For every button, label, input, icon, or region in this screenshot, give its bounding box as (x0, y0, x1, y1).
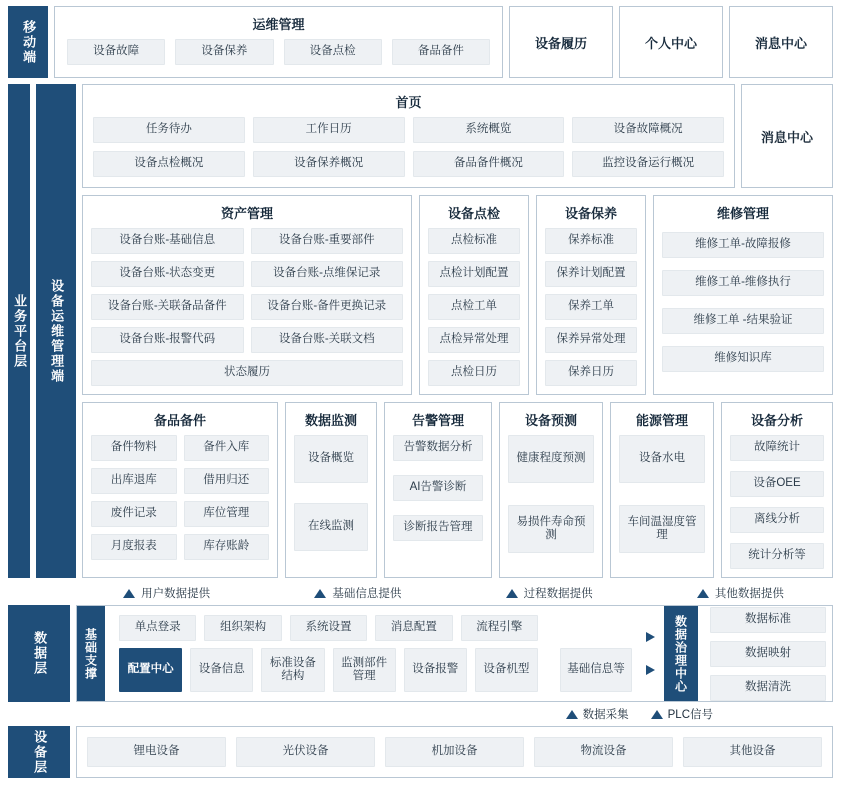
business-layer-label-text: 业务平台层 (12, 293, 28, 369)
chip-maintenance-calendar[interactable]: 保养日历 (545, 360, 637, 386)
mobile-section (8, 6, 833, 78)
governance-center-label (664, 606, 698, 701)
chip-repair-fault-report[interactable]: 维修工单-故障报修 (662, 232, 824, 258)
chip-basic-info-etc[interactable]: 基础信息等 (560, 648, 632, 692)
chip-inspection-work-order[interactable]: 点检工单 (428, 294, 520, 320)
chip-inspection-calendar[interactable]: 点检日历 (428, 360, 520, 386)
chip-spare-borrow-return[interactable]: 借用归还 (184, 468, 270, 494)
arrow-right-icon (646, 665, 655, 675)
panel-message-center-web[interactable]: 消息中心 (741, 84, 833, 188)
chip-repair-verification[interactable]: 维修工单 -结果验证 (662, 308, 824, 334)
panel-monitoring-title: 数据监测 (304, 413, 357, 428)
module-row-2 (82, 195, 833, 395)
panel-alarm-management (384, 402, 492, 578)
chip-other-equipment[interactable]: 其他设备 (683, 737, 822, 767)
chip-org-structure[interactable]: 组织架构 (204, 615, 281, 641)
chip-device-run-monitor-overview[interactable]: 监控设备运行概况 (572, 151, 724, 177)
arrow-up-icon (697, 589, 709, 598)
chip-pv-equipment[interactable]: 光伏设备 (236, 737, 375, 767)
panel-home-title: 首页 (395, 95, 422, 110)
chip-data-mapping[interactable]: 数据映射 (710, 641, 826, 667)
chip-spare-monthly-report[interactable]: 月度报表 (91, 534, 177, 560)
chip-workshop-temp-humidity[interactable]: 车间温湿度管理 (619, 505, 705, 553)
chip-asset-alarm-code[interactable]: 设备台账-报警代码 (91, 327, 244, 353)
chip-asset-basic-info[interactable]: 设备台账-基础信息 (91, 228, 244, 254)
panel-personal-center[interactable]: 个人中心 (619, 6, 723, 78)
base-support-label-text: 基础支撑 (83, 627, 98, 680)
device-layer-label-text: 设备层 (32, 729, 48, 775)
chip-health-prediction[interactable]: 健康程度预测 (508, 435, 594, 483)
chip-maintenance-exception[interactable]: 保养异常处理 (545, 327, 637, 353)
chip-alarm-data-analysis[interactable]: 告警数据分析 (393, 435, 483, 461)
governance-items (704, 606, 832, 701)
panel-inspection-title: 设备点检 (447, 206, 500, 221)
chip-online-monitoring[interactable]: 在线监测 (294, 503, 368, 551)
chip-maintenance-work-order[interactable]: 保养工单 (545, 294, 637, 320)
device-layer-section (8, 726, 833, 778)
data-layer-label (8, 605, 70, 702)
chip-fault-statistics[interactable]: 故障统计 (730, 435, 824, 461)
mobile-layer-label-text: 移动端 (21, 19, 37, 65)
arrow-process-data-label: 过程数据提供 (523, 588, 593, 600)
chip-machining-equipment[interactable]: 机加设备 (385, 737, 524, 767)
chip-asset-related-spares[interactable]: 设备台账-关联备品备件 (91, 294, 244, 320)
chip-spare-inbound[interactable]: 备件入库 (184, 435, 270, 461)
chip-device-alarm[interactable]: 设备报警 (404, 648, 467, 692)
chip-diagnosis-report-mgmt[interactable]: 诊断报告管理 (393, 515, 483, 541)
arrow-other-data (648, 585, 833, 601)
data-layer-modules (111, 606, 546, 701)
panel-device-inspection (419, 195, 529, 395)
chip-ai-alarm-diagnosis[interactable]: AI告警诊断 (393, 475, 483, 501)
governance-arrows (642, 606, 658, 701)
chip-sso[interactable]: 单点登录 (119, 615, 196, 641)
data-layer-section (8, 605, 833, 702)
panel-device-maintenance (536, 195, 646, 395)
chip-inspection-standard[interactable]: 点检标准 (428, 228, 520, 254)
panel-asset-management (82, 195, 412, 395)
panel-asset-title: 资产管理 (220, 206, 273, 221)
panel-maintenance-title: 设备保养 (564, 206, 617, 221)
panel-energy-management (610, 402, 714, 578)
chip-system-settings[interactable]: 系统设置 (290, 615, 367, 641)
chip-repair-knowledge-base[interactable]: 维修知识库 (662, 346, 824, 372)
arrow-user-data-label: 用户数据提供 (141, 588, 211, 600)
data-layer-body (76, 605, 833, 702)
chip-status-history[interactable]: 状态履历 (91, 360, 403, 386)
panel-mobile-ops (54, 6, 503, 78)
arrow-up-icon (314, 589, 326, 598)
chip-asset-status-change[interactable]: 设备台账-状态变更 (91, 261, 244, 287)
chip-fault-overview[interactable]: 设备故障概况 (572, 117, 724, 143)
chip-task-todo[interactable]: 任务待办 (93, 117, 245, 143)
business-layer-label (8, 84, 30, 578)
chip-repair-execution[interactable]: 维修工单-维修执行 (662, 270, 824, 296)
arrow-data-collection-label: 数据采集 (582, 709, 629, 721)
panel-message-center-mobile[interactable]: 消息中心 (729, 6, 833, 78)
chip-data-standard[interactable]: 数据标准 (710, 607, 826, 633)
ops-platform-label-text: 设备运维管理端 (49, 278, 65, 384)
chip-device-info[interactable]: 设备信息 (190, 648, 253, 692)
chip-spare-stock-age[interactable]: 库存账龄 (184, 534, 270, 560)
chip-maintenance-standard[interactable]: 保养标准 (545, 228, 637, 254)
chip-device-overview[interactable]: 设备概览 (294, 435, 368, 483)
panel-mobile-ops-title: 运维管理 (252, 17, 305, 32)
chip-message-config[interactable]: 消息配置 (375, 615, 452, 641)
chip-spare-overview[interactable]: 备品备件概况 (413, 151, 565, 177)
chip-asset-inspection-record[interactable]: 设备台账-点维保记录 (251, 261, 404, 287)
chip-lithium-equipment[interactable]: 锂电设备 (87, 737, 226, 767)
business-platform-section (8, 84, 833, 578)
arrow-up-icon (566, 710, 578, 719)
panel-analysis-title: 设备分析 (750, 413, 803, 428)
ops-platform-label (36, 84, 76, 578)
chip-asset-key-parts[interactable]: 设备台账-重要部件 (251, 228, 404, 254)
collection-arrows (8, 702, 833, 722)
chip-inspection-plan-config[interactable]: 点检计划配置 (428, 261, 520, 287)
panel-device-prediction (499, 402, 603, 578)
panel-spare-parts (82, 402, 278, 578)
arrow-up-icon (123, 589, 135, 598)
chip-spare-location-mgmt[interactable]: 库位管理 (184, 501, 270, 527)
panel-device-history[interactable]: 设备履历 (509, 6, 613, 78)
chip-asset-part-replacement[interactable]: 设备台账-备件更换记录 (251, 294, 404, 320)
arrow-user-data (74, 585, 259, 601)
chip-logistics-equipment[interactable]: 物流设备 (534, 737, 673, 767)
module-row-3 (82, 402, 833, 578)
home-row (82, 84, 833, 188)
panel-prediction-title: 设备预测 (524, 413, 577, 428)
chip-process-engine[interactable]: 流程引擎 (461, 615, 538, 641)
arrow-process-data (457, 585, 642, 601)
arrow-basic-info-label: 基础信息提供 (332, 588, 402, 600)
panel-energy-title: 能源管理 (635, 413, 688, 428)
panel-alarm-title: 告警管理 (411, 413, 464, 428)
panel-data-monitoring (285, 402, 377, 578)
arrow-other-data-label: 其他数据提供 (714, 588, 784, 600)
chip-data-cleaning[interactable]: 数据清洗 (710, 675, 826, 701)
panel-spare-title: 备品备件 (153, 413, 206, 428)
arrow-data-collection (566, 706, 629, 722)
mobile-layer-label (8, 6, 48, 78)
chip-asset-related-docs[interactable]: 设备台账-关联文档 (251, 327, 404, 353)
chip-device-maintenance[interactable]: 设备保养 (175, 39, 273, 65)
device-layer-label (8, 726, 70, 778)
chip-monitoring-part-mgmt[interactable]: 监测部件管理 (333, 648, 396, 692)
chip-inspection-exception[interactable]: 点检异常处理 (428, 327, 520, 353)
chip-wear-part-life-prediction[interactable]: 易损件寿命预测 (508, 505, 594, 553)
chip-device-water-power[interactable]: 设备水电 (619, 435, 705, 483)
chip-work-calendar[interactable]: 工作日历 (253, 117, 405, 143)
chip-statistical-analysis[interactable]: 统计分析等 (730, 543, 824, 569)
chip-spare-parts[interactable]: 备品备件 (392, 39, 490, 65)
arrow-right-icon (646, 632, 655, 642)
data-layer-label-text: 数据层 (32, 631, 48, 676)
arrow-plc-signal (651, 706, 713, 722)
chip-device-oee[interactable]: 设备OEE (730, 471, 824, 497)
panel-home (82, 84, 735, 188)
arrow-up-icon (506, 589, 518, 598)
panel-device-analysis (721, 402, 833, 578)
chip-spare-outbound-return[interactable]: 出库退库 (91, 468, 177, 494)
chip-maintenance-plan-config[interactable]: 保养计划配置 (545, 261, 637, 287)
panel-repair-title: 维修管理 (716, 206, 769, 221)
arrow-plc-signal-label: PLC信号 (667, 709, 713, 721)
chip-offline-analysis[interactable]: 离线分析 (730, 507, 824, 533)
panel-repair-management (653, 195, 833, 395)
chip-device-inspection[interactable]: 设备点检 (284, 39, 382, 65)
device-layer-items (76, 726, 833, 778)
arrow-up-icon (651, 710, 663, 719)
chip-maintenance-overview[interactable]: 设备保养概况 (253, 151, 405, 177)
governance-center-label-text: 数据治理中心 (673, 614, 688, 693)
chip-inspection-overview[interactable]: 设备点检概况 (93, 151, 245, 177)
chip-device-model[interactable]: 设备机型 (475, 648, 538, 692)
arrow-basic-info (265, 585, 450, 601)
chip-standard-device-structure[interactable]: 标准设备结构 (261, 648, 324, 692)
data-flow-arrows (8, 585, 833, 601)
chip-spare-scrap-record[interactable]: 废件记录 (91, 501, 177, 527)
chip-spare-material[interactable]: 备件物料 (91, 435, 177, 461)
base-support-label (77, 606, 105, 701)
chip-system-overview[interactable]: 系统概览 (413, 117, 565, 143)
chip-config-center[interactable]: 配置中心 (119, 648, 182, 692)
chip-device-fault[interactable]: 设备故障 (67, 39, 165, 65)
